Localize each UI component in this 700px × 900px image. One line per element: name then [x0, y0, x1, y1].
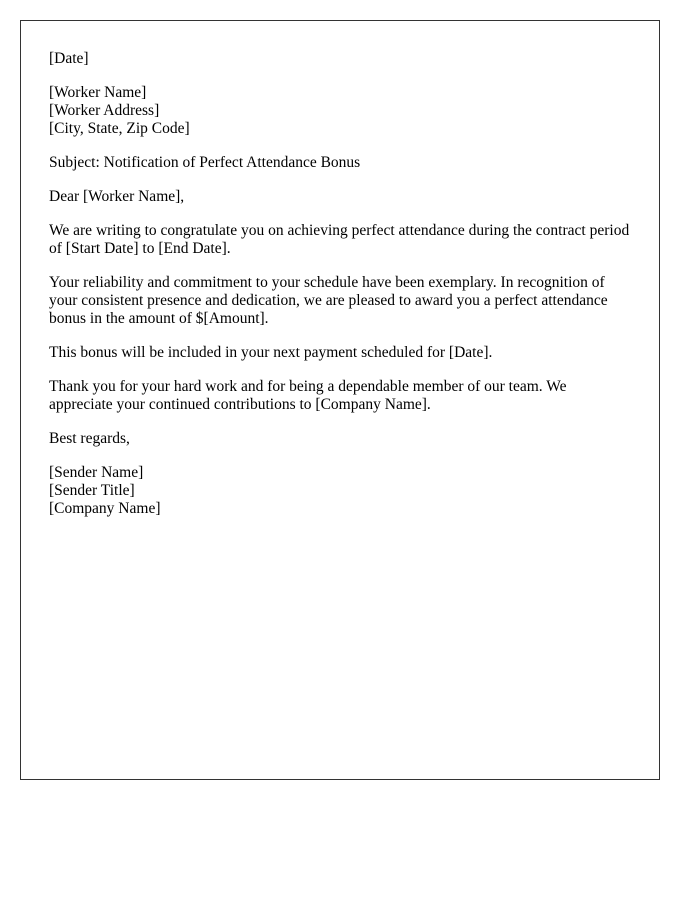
body-paragraph-congratulation: We are writing to congratulate you on achieving perfect attendance during the contract period of [Start Date] to [End Date]. [49, 222, 630, 257]
letter-closing: Best regards, [49, 430, 130, 447]
sender-name: [Sender Name] [49, 464, 144, 481]
sender-block [49, 464, 631, 518]
recipient-name: [Worker Name] [49, 84, 147, 101]
sender-company: [Company Name] [49, 500, 161, 517]
body-paragraph-payment: This bonus will be included in your next payment scheduled for [Date]. [49, 344, 493, 361]
sender-title: [Sender Title] [49, 482, 135, 499]
letter-salutation: Dear [Worker Name], [49, 188, 185, 205]
recipient-address: [Worker Address] [49, 102, 160, 119]
recipient-block [49, 84, 631, 138]
letter-page [20, 20, 660, 780]
letter-subject: Subject: Notification of Perfect Attendance Bonus [49, 154, 361, 171]
body-paragraph-recognition: Your reliability and commitment to your schedule have been exemplary. In recognition of your consistent presence and dedication, we are pleased to award you a perfect attendance bonus in the amount of $[Amount]. [49, 274, 608, 327]
recipient-city-state-zip: [City, State, Zip Code] [49, 120, 190, 137]
letter-date: [Date] [49, 50, 89, 67]
body-paragraph-thanks: Thank you for your hard work and for being a dependable member of our team. We appreciate your continued contributions to [Company Name]. [49, 378, 567, 413]
